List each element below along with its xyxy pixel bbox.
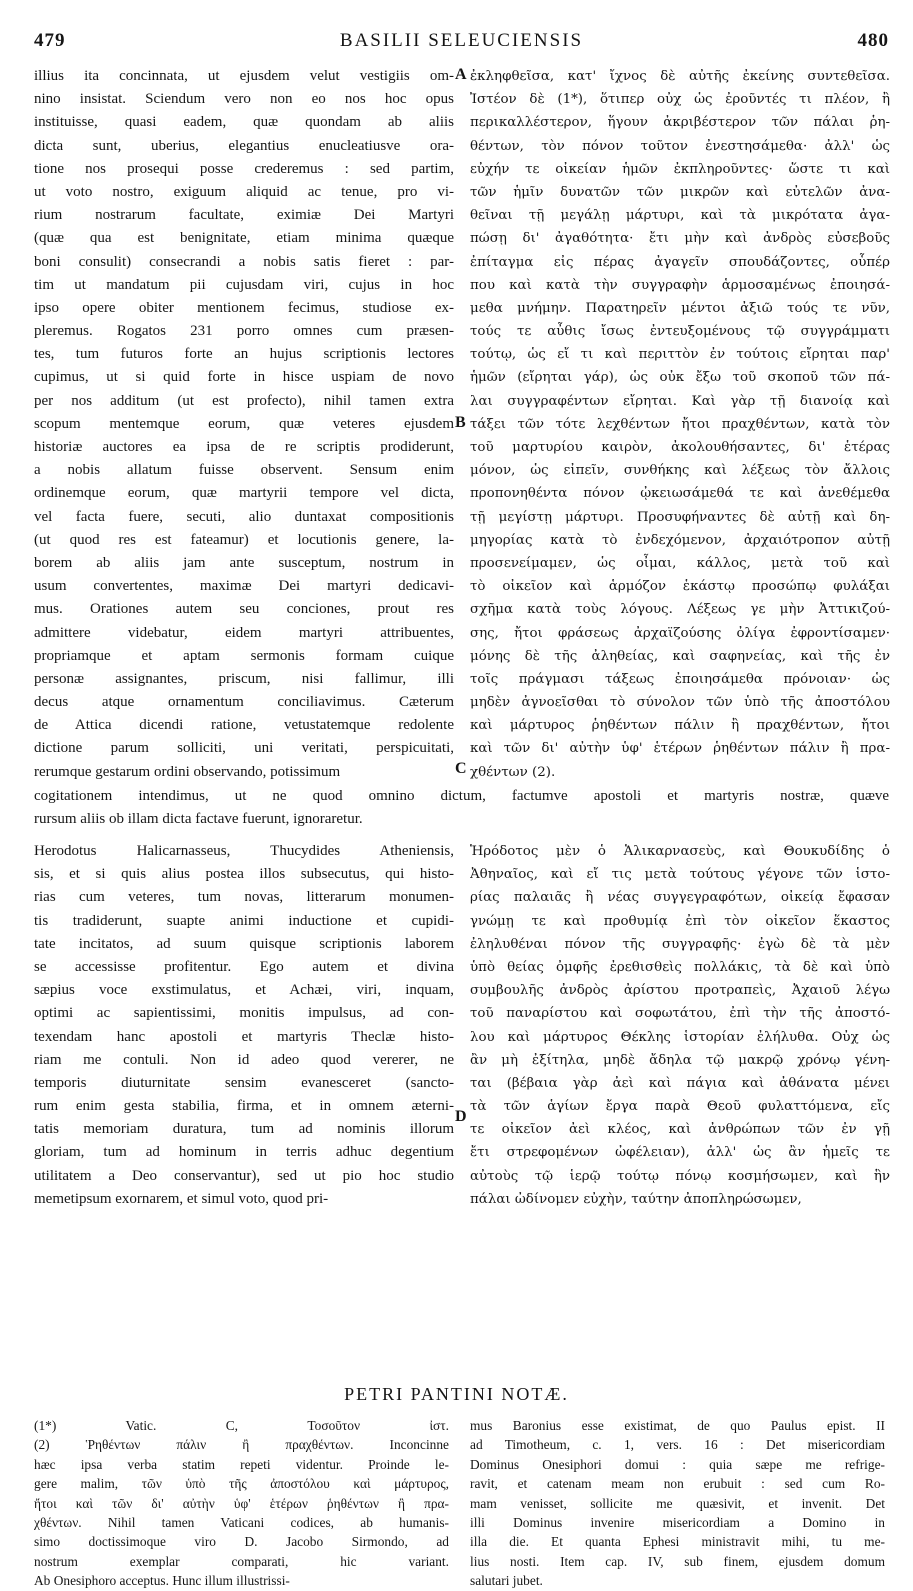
greek-column-lower xyxy=(470,840,890,1211)
latin-text-line: vel facta fuere, secuti, alio duntaxat compositionis xyxy=(34,508,454,525)
latin-text-line: usum convertentes, maximæ Dei martyri dedicavi- xyxy=(34,578,454,595)
note-line: nostrum exemplar comparati, hic variant. xyxy=(34,1553,449,1569)
note-line: simo doctissimoque viro D. Jacobo Sirmondo, ad xyxy=(34,1534,449,1550)
latin-text-line: a nobis allatum fuisse observent. Sensum enim xyxy=(34,462,454,479)
greek-text-line: ἔτι στρεφομένων ὠφέλειαν), ἀλλ' ὡς ἂν ἡμεῖς τε xyxy=(470,1145,890,1161)
greek-text-line: τοῦ παναρίστου καὶ σοφωτάτου, ἐπὶ τὴν τῆς ἀποστό- xyxy=(470,1006,890,1022)
greek-text-line: προπονηθέντα πόνον ᾠκειωσάμεθά τε καὶ ἀνεθέμεθα xyxy=(470,486,890,502)
latin-text-line: tatis memoriam duratura, tum ad nominis illorum xyxy=(34,1121,454,1138)
greek-text-line: τάξει τῶν τότε λεχθέντων ἤτοι πραχθέντων, κατὰ τὸν xyxy=(470,416,890,432)
greek-text-line: πάλαι ὠδίνομεν εὐχὴν, ταύτην ἀποπληρώσωμεν, xyxy=(470,1191,802,1207)
note-line: (1*) Vatic. C, Τοσοῦτον ἰστ. xyxy=(34,1418,449,1433)
latin-text-line: cupimus, ut si quid forte in hisce uspiam de novo xyxy=(34,369,454,386)
greek-text-line: πώσῃ δι' ἀγαθότητα· ἔτι μὴν καὶ ἀνδρὸς εὐσεβοῦς xyxy=(470,231,890,247)
running-title: BASILII SELEUCIENSIS xyxy=(339,30,584,51)
page-number-left: 479 xyxy=(34,30,66,51)
page-header xyxy=(34,30,889,58)
greek-text-line: ρίας παλαιᾶς ἢ νέας συγγεγραφότων, οἰκείᾳ ἔφασαν xyxy=(470,890,890,906)
latin-text-line: ipso opere obiter mentionem fecimus, studiose ex- xyxy=(34,299,454,316)
latin-column-lower xyxy=(34,840,454,1211)
latin-text-line: illius ita concinnata, ut ejusdem velut vestigiis om- xyxy=(34,68,454,84)
latin-text-line: rium nostrarum facultate, eximiæ Dei Martyri xyxy=(34,207,454,224)
greek-text-line: εὐχήν τε οἰκείαν ἡμῶν ἐκπληροῦντες· ὥστε τι καὶ xyxy=(470,161,890,177)
latin-text-line: per nos additum (ut est profecto), nihil tamen extra xyxy=(34,392,454,409)
greek-text-line: τούς τε αὖθις ἴσως ἐντευξομένους τῷ συγγράμματι xyxy=(470,324,890,340)
notes-title: PETRI PANTINI NOTÆ. xyxy=(344,1384,569,1404)
latin-text-line: ordinemque eorum, quæ martyrii tempore vel dicta, xyxy=(34,485,454,502)
latin-text-line: texendam hanc apostoli et martyris Theclæ histo- xyxy=(34,1028,454,1045)
greek-text-line: μόνον, ὡς εἰπεῖν, συνθήκης καὶ λέξεως τὸν ἄλλοις xyxy=(470,463,890,479)
greek-text-line: θέντων, τὸν πόνον τοῦτον ἐνεστησάμεθα· ἀλλ' ὡς xyxy=(470,138,890,154)
page-number-right: 480 xyxy=(857,30,889,51)
greek-text-line: ἂν μὴ ἐξίτηλα, μηδὲ ἄδηλα τῷ μακρῷ χρόνῳ γένη- xyxy=(470,1052,890,1068)
latin-text-line: optimi ac sapientissimi, monitis impulsus, ad con- xyxy=(34,1005,454,1022)
note-line: mam venisset, sollicite me quæsivit, et invenit. Det xyxy=(470,1495,885,1511)
note-line: illa die. Et quanta Ephesi ministravit mihi, tu me- xyxy=(470,1534,885,1550)
note-line: ravit, et catenam meam non erubuit : sed cum Ro- xyxy=(470,1476,885,1492)
latin-text-line: tim ut mandatum pii cujusdam viri, cujus in hoc xyxy=(34,276,454,293)
latin-text-line: riam me contuli. Non id adeo quod vererer, ne xyxy=(34,1051,454,1068)
note-line: lius nosti. Item cap. IV, sub finem, ejusdem domum xyxy=(470,1553,885,1569)
latin-text-line: se accessisse profitentur. Ego autem et divina xyxy=(34,958,454,975)
note-line: salutari jubet. xyxy=(470,1573,543,1589)
latin-text-line: tione nos prosequi posse crederemus : sed partim, xyxy=(34,160,454,177)
latin-text-line: boni consulit) consecrandi a nobis satis fieret : par- xyxy=(34,253,454,270)
greek-text-line: Ἡρόδοτος μὲν ὁ Ἁλικαρνασεὺς, καὶ Θουκυδίδης ὁ xyxy=(470,844,890,859)
latin-text-line: dictione parum solliciti, uni veritati, perspicuitati, xyxy=(34,740,454,757)
greek-text-line: ἐληλυθέναι πόνον τῆς συγγραφῆς· ἐγὼ δὲ τὰ μὲν xyxy=(470,936,890,952)
latin-text-line: tis tradiderunt, suapte animi inductione et cupidi- xyxy=(34,912,454,929)
latin-text-line: tes, tum futuros forte an hujus scriptionis lectores xyxy=(34,346,454,363)
greek-text-line: τε οἰκεῖον ἀεὶ κλέος, καὶ ἀνθρώπων τῶν ἐν γῇ xyxy=(470,1122,890,1138)
note-line: χθέντων. Nihil tamen Vaticani codices, ab humanis- xyxy=(34,1514,449,1530)
greek-text-line: τῶν ἡμῖν δυνατῶν τῶν μικρῶν καὶ εὐτελῶν ἀνα- xyxy=(470,184,890,200)
latin-text-line: historiæ auctores ea ipsa de re scriptis prodiderunt, xyxy=(34,439,454,455)
greek-text-line: ἡμῶν (εἴρηται γάρ), ὡς οὐκ ἔξω τοῦ σκοποῦ τῶν πά- xyxy=(470,370,890,386)
greek-text-line: λου καὶ μάρτυρος Θέκλης ἱστορίαν ἐλήλυθα. Οὐχ ὡς xyxy=(470,1029,890,1045)
latin-text-line: borem ab aliis jam ante susceptum, nostrum in xyxy=(34,554,454,571)
greek-text-line: σης, ἤτοι φράσεως ἀρχαϊζούσης ὀλίγα ἐφροντίσαμεν· xyxy=(470,625,890,641)
latin-column-upper xyxy=(34,65,454,784)
greek-text-line: καὶ μάρτυρος ῥηθέντων πάλιν ἢ πραχθέντων, ἤτοι xyxy=(470,718,890,734)
greek-text-line: τὸ οἰκεῖον καὶ ἁρμόζον ἑκάστῳ προσώπῳ φυλάξαι xyxy=(470,579,890,595)
latin-text-line: sæpius voce exstimulatus, et Achæi, viri, inquam, xyxy=(34,982,454,999)
latin-text-line: sis, et si quis alius postea illos subsecutus, qui histo- xyxy=(34,866,454,883)
note-line: Ab Onesiphoro acceptus. Hunc illum illustrissi- xyxy=(34,1573,290,1589)
note-line: ἤτοι καὶ τῶν δι' αὐτὴν ὑφ' ἑτέρων ῥηθέντων ἢ πρα- xyxy=(34,1495,449,1511)
greek-text-line: λαι συγγραφέντων εἴρηται. Καὶ γὰρ τῇ διανοίᾳ καὶ xyxy=(470,393,890,409)
latin-text-line: (ut quod res est fateamur) et locutionis genere, la- xyxy=(34,531,454,548)
notes-column-right xyxy=(470,1416,885,1591)
greek-text-line: συμβουλῆς ἀνδρὸς ἀρίστου προτραπεὶς, Ἀχαιοῦ λέγω xyxy=(470,983,890,999)
greek-text-line: ἐκληφθεῖσα, κατ' ἴχνος δὲ αὐτῆς ἐκείνης συντεθεῖσα. xyxy=(470,69,890,84)
latin-text-line: rias cum veteres, tum novas, litterarum monumen- xyxy=(34,889,454,906)
latin-text-line: temporis diuturnitate sensim evanesceret (sancto- xyxy=(34,1074,454,1091)
greek-text-line: ἐπίταγμα εἰς πέρας ἀγαγεῖν σπουδάζοντες, οὗπέρ xyxy=(470,254,890,270)
latin-text-line: instituisse, quasi eadem, quæ quondam ab aliis xyxy=(34,114,454,131)
greek-text-line: ὑπὸ θείας ὀμφῆς ἐρεθισθεὶς πολλάκις, τὰ δὲ καὶ ὑπὸ xyxy=(470,959,890,975)
greek-text-line: μεθα μνήμην. Παρατηρεῖν μέντοι ἀξιῶ τούς τε νῦν, xyxy=(470,300,890,316)
latin-text-line: Herodotus Halicarnasseus, Thucydides Atheniensis, xyxy=(34,843,454,859)
greek-text-line: ται (βέβαια γὰρ ἀεὶ καὶ πάγια καὶ ἀθάνατα μένει xyxy=(470,1075,890,1091)
greek-text-line: χθέντων (2). xyxy=(470,764,556,780)
latin-full-width-line: cogitationem intendimus, ut ne quod omnino dictum, factumve apostoli et martyris nostræ, quæve xyxy=(34,788,889,804)
note-line: Dominus Onesiphori domui : quia sæpe me refrige- xyxy=(470,1456,885,1472)
greek-text-line: γνώμῃ τε καὶ προθυμίᾳ ἐπὶ τὸν οἰκεῖον ἕκαστος xyxy=(470,913,890,929)
section-marker-b: B xyxy=(455,414,466,431)
note-line: gere malim, τῶν ὑπὸ τῆς ἀποστόλου καὶ μάρτυρος, xyxy=(34,1476,449,1492)
latin-text-line: (quæ qua est benignitate, etiam minima quæque xyxy=(34,230,454,247)
latin-text-line: memetipsum exornarem, et simul voto, quod pri- xyxy=(34,1190,329,1207)
section-marker-a: A xyxy=(455,66,467,83)
greek-text-line: τοῖς πράγμασι τάξεως ἐποιησάμεθα πρόνοιαν· ὡς xyxy=(470,671,890,687)
latin-text-line: ut voto nostro, exiguum aliquid ac tenue, pro vi- xyxy=(34,183,454,200)
latin-text-line: admittere videbatur, eidem martyri attribuentes, xyxy=(34,624,454,641)
greek-column-upper xyxy=(470,65,890,784)
latin-text-line: personæ assignantes, priscum, nisi fallimur, illi xyxy=(34,670,454,687)
greek-text-line: μηγορίας κατὰ τὸ ἐνδεχόμενον, ἀρχαιότροπον αὐτῇ xyxy=(470,532,890,548)
note-line: (2) Ῥηθέντων πάλιν ἢ πραχθέντων. Inconcinne xyxy=(34,1437,449,1453)
greek-text-line: Ἀθηναῖος, καὶ εἴ τις μετὰ τούτους γέγονε τῶν ἱστο- xyxy=(470,867,890,883)
latin-text-line: rerumque gestarum ordini observando, potissimum xyxy=(34,763,341,780)
latin-text-line: propriamque et aptam sermonis formam cuique xyxy=(34,647,454,664)
greek-text-line: προσενείμαμεν, ὡς οἶμαι, κάλλος, μετὰ τοῦ καὶ xyxy=(470,555,890,571)
latin-text-line: gloriam, tum ad hominum in terris adhuc degentium xyxy=(34,1144,454,1161)
latin-text-line: rum enim gesta stabilia, firma, et in omnem æterni- xyxy=(34,1098,454,1115)
greek-text-line: τῇ μεγίστῃ μάρτυρι. Προσυφήναντες δὲ αὐτῇ καὶ δη- xyxy=(470,509,890,525)
note-line: mus Baronius esse existimat, de quo Paulus epist. II xyxy=(470,1418,885,1433)
notes-column-left xyxy=(34,1416,449,1591)
greek-text-line: τοῦ μαρτυρίου καιρὸν, ἀκολουθήσαντες, δι' ἑτέρας xyxy=(470,440,890,455)
latin-text-line: scopum mentemque eorum, quæ veteres ejusdem xyxy=(34,415,454,432)
latin-text-line: pleremus. Rogatos 231 porro omnes cum præsen- xyxy=(34,323,454,340)
greek-text-line: περικαλλέστερον, ἥγουν ἀκριβέστερον τῶν πάλαι ῥη- xyxy=(470,115,890,131)
greek-text-line: τούτῳ, ὡς εἴ τι καὶ περιττὸν ἐν τούτοις εἴρηται παρ' xyxy=(470,347,890,363)
greek-text-line: τὰ τῶν ἁγίων ἔργα παρὰ Θεοῦ φυλαττόμενα, εἴς xyxy=(470,1099,890,1115)
section-marker-c: C xyxy=(455,760,467,777)
latin-text-line: utilitatem a Deo conservantur), sed ut pio hoc studio xyxy=(34,1167,454,1184)
latin-text-line: de Attica dicendi ratione, vetustatemque redolente xyxy=(34,717,454,734)
greek-text-line: Ἰστέον δὲ (1*), ὅτιπερ οὐχ ὡς ἐροῦντές τι πλέον, ἢ xyxy=(470,92,890,108)
greek-text-line: που καὶ κατὰ τὴν συγγραφὴν ἁρμοσαμένως ἐποιησά- xyxy=(470,277,890,293)
section-marker-d: D xyxy=(455,1108,467,1125)
note-line: illi Dominus invenire misericordiam a Domino in xyxy=(470,1514,885,1530)
greek-text-line: μόνης δὲ τῆς ἀληθείας, καὶ σαφηνείας, καὶ τῆς ἐν xyxy=(470,648,890,664)
note-line: ad Timotheum, c. 1, vers. 16 : Det misericordiam xyxy=(470,1437,885,1453)
latin-text-line: nino insistat. Sciendum vero non eo nos hoc opus xyxy=(34,91,454,108)
latin-text-line: mus. Orationes autem seu conciones, prout res xyxy=(34,601,454,618)
greek-text-line: καὶ τῶν δι' αὐτὴν ὑφ' ἑτέρων ῥηθέντων πάλιν ἢ πρα- xyxy=(470,741,890,757)
latin-text-line: decus atque ornamentum conciliavimus. Cæterum xyxy=(34,694,454,711)
note-line: hæc ipsa verba statim repeti videntur. Proinde le- xyxy=(34,1456,449,1472)
latin-full-width-line: rursum aliis ob illam dicta factave fuerunt, ignoraretur. xyxy=(34,811,363,827)
greek-text-line: σχῆμα κατὰ τοὺς λόγους. Λέξεως γε μὴν Ἀττικιζού- xyxy=(470,602,890,618)
greek-text-line: αὐτοὺς τῷ ἱερῷ τούτῳ πόνῳ κοσμήσωμεν, καὶ ἣν xyxy=(470,1168,890,1184)
greek-text-line: μηδὲν ἀγνοεῖσθαι τὸ σύνολον τῶν ὑπὸ τῆς ἀποστόλου xyxy=(470,695,890,711)
greek-text-line: θεῖναι τῇ μεγάλῃ μάρτυρι, καὶ τὰ μικρότατα ἀγα- xyxy=(470,208,890,224)
latin-text-line: dicta sunt, uberius, elegantius enucleatiusve ora- xyxy=(34,137,454,154)
latin-text-line: tate incitatos, ad suum quisque scriptionis laborem xyxy=(34,935,454,952)
